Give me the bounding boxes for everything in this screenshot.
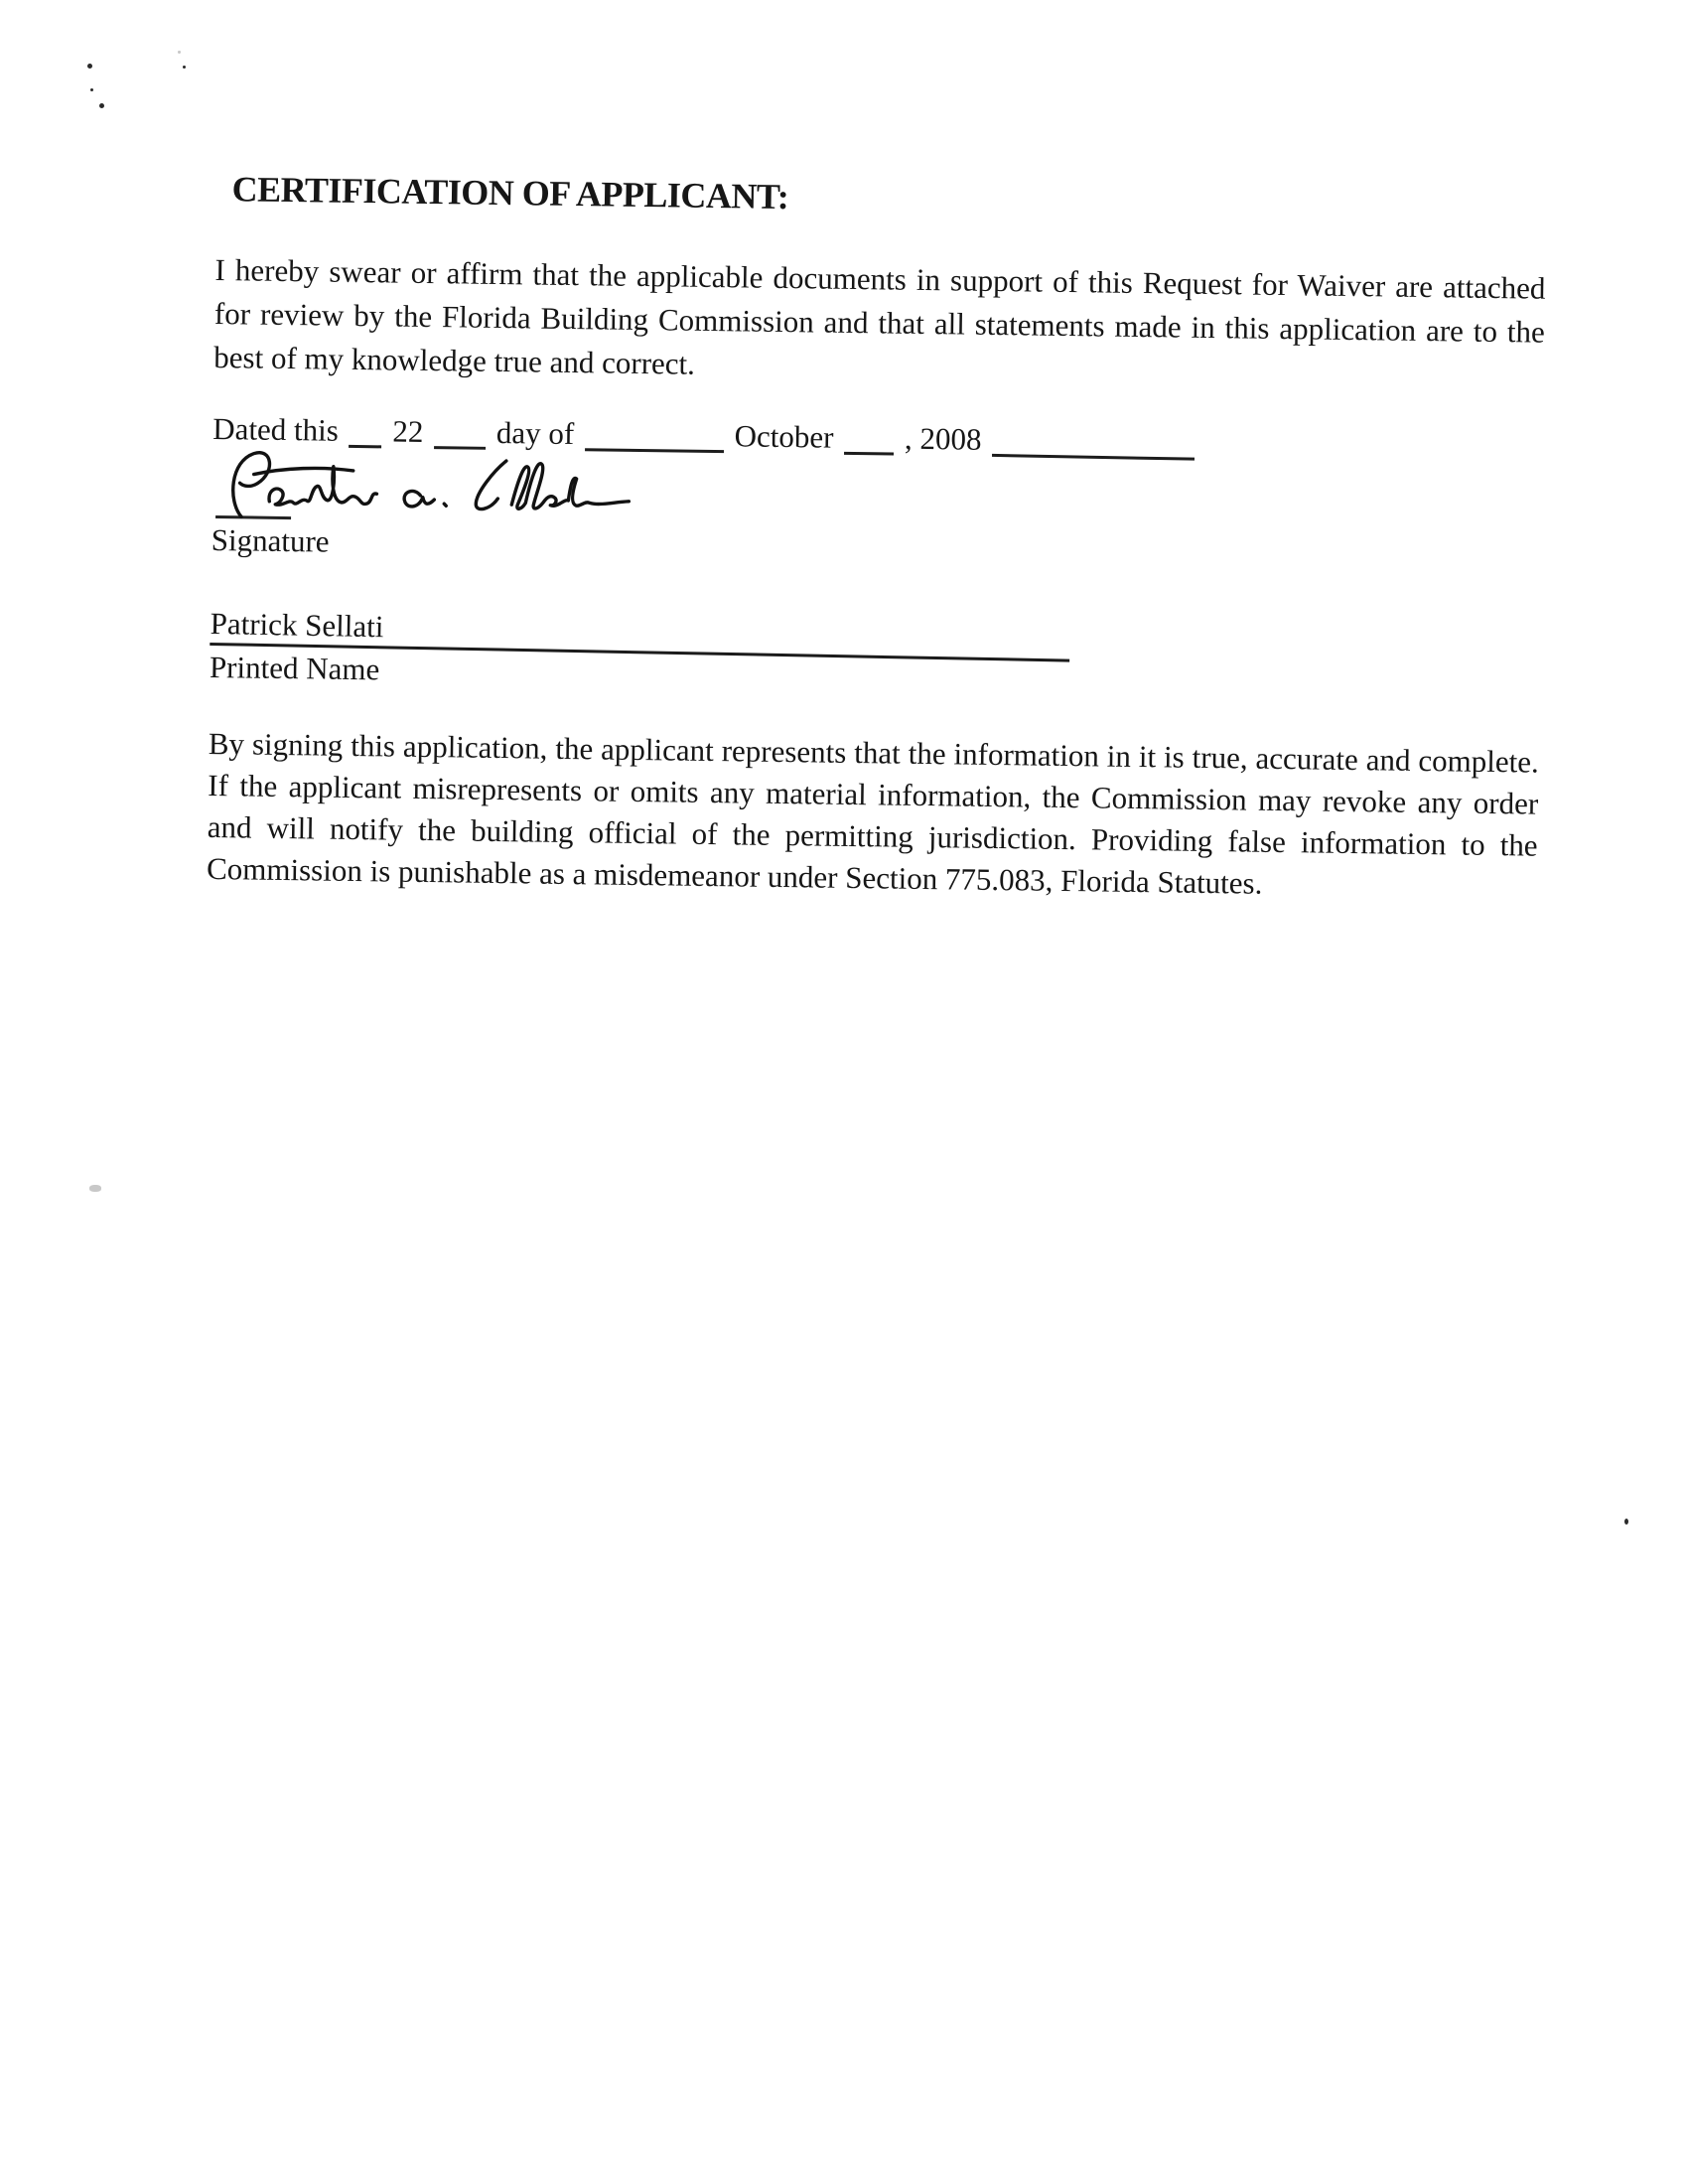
document-title: CERTIFICATION OF APPLICANT: — [231, 169, 789, 218]
document-page — [207, 167, 1547, 909]
oath-paragraph: I hereby swear or affirm that the applicable documents in support of this Request for Waiver are attached for review by the Florida Building Commission and that all statements made in this application are to the best of my knowledge true and correct. — [213, 251, 1546, 381]
scan-speck — [99, 103, 104, 108]
month-value: October — [734, 418, 834, 455]
scan-speck — [90, 88, 93, 91]
scan-speck — [87, 64, 92, 69]
scan-speck — [1624, 1519, 1628, 1525]
month-blank-after — [844, 448, 894, 456]
year-blank-after — [992, 450, 1195, 461]
day-blank-right — [434, 442, 486, 450]
dated-line-prefix: Dated this — [212, 410, 340, 448]
printed-name-label: Printed Name — [209, 649, 380, 687]
scan-speck — [178, 51, 181, 54]
printed-name-value: Patrick Sellati — [210, 605, 384, 645]
signature-label: Signature — [211, 521, 330, 559]
day-blank-left — [349, 441, 381, 448]
month-blank — [585, 444, 724, 453]
scan-smudge — [89, 1185, 101, 1192]
year-separator: , — [904, 420, 913, 456]
dated-line-connector: day of — [495, 414, 575, 452]
year-value: 2008 — [919, 420, 982, 457]
scan-speck — [183, 66, 186, 69]
day-value: 22 — [392, 413, 424, 449]
disclaimer-paragraph: By signing this application, the applicant represents that the information in it is true, accurate and complete. If the applicant misrepresents or omits any material information, the Commission may revoke any order and will notify the building official of the permitting jurisdiction. Providing false information to the Commission is punishable as a misdemeanor under Section 775.083, Florida Statutes. — [206, 725, 1540, 901]
signature-line — [215, 512, 291, 519]
